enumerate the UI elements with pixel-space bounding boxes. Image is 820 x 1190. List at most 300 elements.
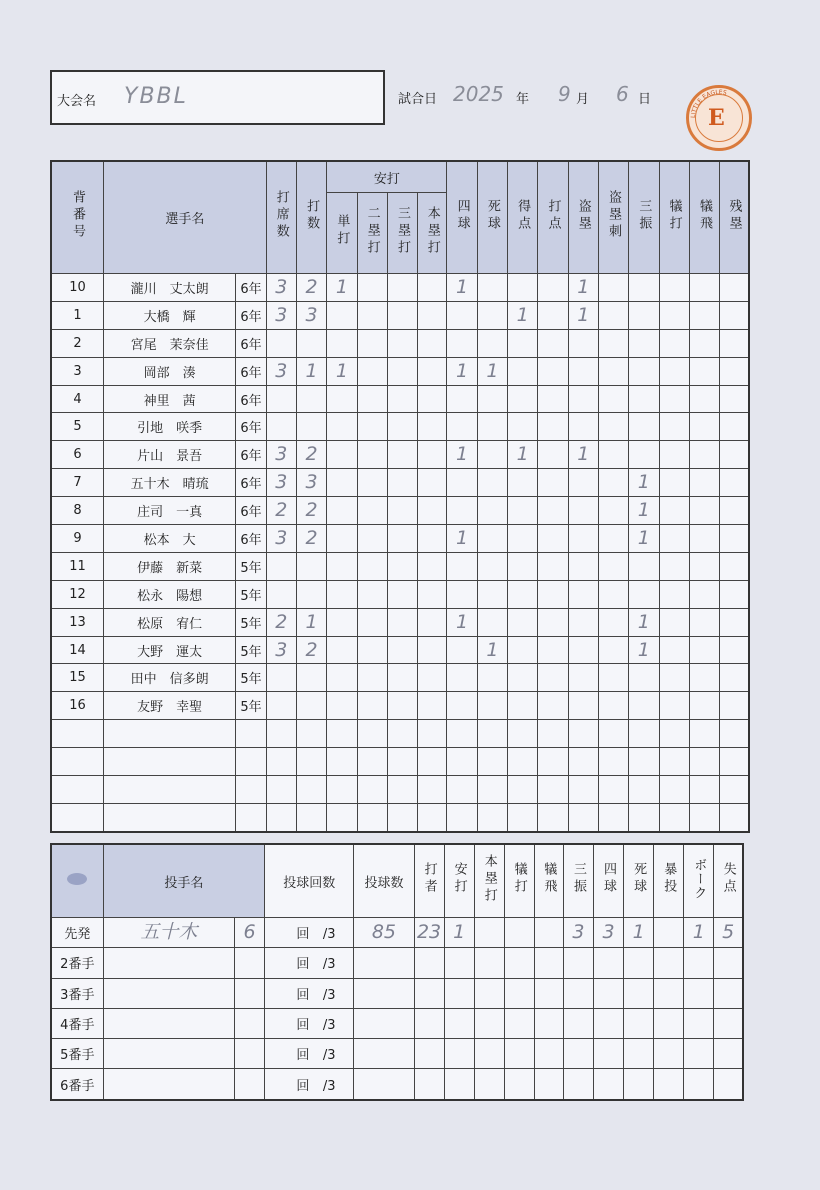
pstat-sf — [534, 978, 563, 1008]
table-row — [51, 274, 749, 302]
stat-hr — [418, 441, 447, 469]
table-row — [51, 948, 743, 978]
player-number: 15 — [51, 664, 104, 692]
pitch-col-innings: 投球回数 — [265, 844, 354, 918]
pstat-balk — [684, 978, 714, 1008]
stat-walk — [447, 692, 477, 720]
stat-double — [357, 720, 387, 748]
stat-ab — [296, 776, 326, 804]
stat-hbp — [477, 441, 507, 469]
stat-cs — [598, 580, 628, 608]
pitcher-role: 2番手 — [51, 948, 103, 978]
stat-walk: 1 — [447, 441, 477, 469]
stat-pa — [266, 692, 296, 720]
pstat-hr — [474, 918, 504, 948]
pstat-runs: 5 — [714, 918, 743, 948]
stat-lob — [720, 497, 749, 525]
stat-sb — [568, 329, 598, 357]
pitch-col-hr: 本塁打 — [474, 844, 504, 918]
col-number: 背番号 — [51, 161, 104, 274]
pitcher-role: 6番手 — [51, 1069, 103, 1100]
stat-pa: 3 — [266, 301, 296, 329]
pstat-bf — [414, 1069, 444, 1100]
stat-walk — [447, 469, 477, 497]
pstat-sf — [534, 1008, 563, 1038]
stat-lob — [720, 748, 749, 776]
stat-triple — [387, 357, 417, 385]
col-triple: 三塁打 — [387, 193, 417, 274]
pitch-col-icon — [51, 844, 103, 918]
pstat-runs — [714, 948, 743, 978]
stat-triple — [387, 776, 417, 804]
stat-sac — [659, 525, 689, 553]
stat-triple — [387, 274, 417, 302]
stat-sac — [659, 552, 689, 580]
stat-rbi — [538, 776, 568, 804]
pstat-bf: 23 — [414, 918, 444, 948]
stat-hbp — [477, 803, 507, 831]
pitch-col-balk: ボーク — [684, 844, 714, 918]
pitch-col-hbp: 死球 — [624, 844, 654, 918]
stat-ab — [296, 580, 326, 608]
table-row — [51, 776, 749, 804]
stat-cs — [598, 525, 628, 553]
stat-runs — [508, 329, 538, 357]
stat-runs — [508, 413, 538, 441]
stat-cs — [598, 776, 628, 804]
pstat-so — [563, 1069, 593, 1100]
stat-single — [327, 636, 357, 664]
stat-single — [327, 803, 357, 831]
stat-rbi — [538, 413, 568, 441]
stat-cs — [598, 357, 628, 385]
stat-double — [357, 692, 387, 720]
ball-icon — [66, 872, 88, 886]
stat-lob — [720, 329, 749, 357]
stat-ab: 2 — [296, 636, 326, 664]
stat-hbp — [477, 776, 507, 804]
stat-hbp — [477, 748, 507, 776]
stat-runs — [508, 803, 538, 831]
stat-sb: 1 — [568, 301, 598, 329]
stat-sf — [689, 803, 719, 831]
table-row — [51, 664, 749, 692]
stat-runs — [508, 608, 538, 636]
stat-triple — [387, 692, 417, 720]
stat-triple — [387, 301, 417, 329]
pstat-hr — [474, 978, 504, 1008]
player-name: 五十木 晴琉 — [104, 469, 236, 497]
stat-single — [327, 301, 357, 329]
pstat-hits: 1 — [444, 918, 474, 948]
pstat-hbp — [624, 948, 654, 978]
pstat-runs — [714, 1008, 743, 1038]
stat-double — [357, 525, 387, 553]
stat-triple — [387, 385, 417, 413]
stat-walk — [447, 413, 477, 441]
batting-table — [50, 160, 750, 833]
stat-single: 1 — [327, 357, 357, 385]
logo-top-text: LITTLE EAGLES — [689, 88, 728, 119]
stat-cs — [598, 441, 628, 469]
pstat-hr — [474, 1069, 504, 1100]
player-name: 岡部 湊 — [104, 357, 236, 385]
pitcher-number: 6 — [235, 918, 265, 948]
stat-double — [357, 357, 387, 385]
pstat-sac — [504, 1008, 534, 1038]
pstat-wp — [654, 1008, 684, 1038]
col-cs: 盗塁刺 — [598, 161, 628, 274]
stat-double — [357, 580, 387, 608]
stat-runs: 1 — [508, 301, 538, 329]
stat-hbp: 1 — [477, 636, 507, 664]
stat-runs — [508, 385, 538, 413]
stat-lob — [720, 274, 749, 302]
inning-unit: 回 — [296, 1078, 310, 1094]
pitch-count — [354, 948, 414, 978]
pstat-wp — [654, 1069, 684, 1100]
day-unit: 日 — [638, 92, 652, 107]
table-row — [51, 1069, 743, 1100]
innings-cell — [265, 1039, 354, 1069]
player-number: 10 — [51, 274, 104, 302]
stat-runs — [508, 776, 538, 804]
stat-walk: 1 — [447, 525, 477, 553]
col-ab: 打数 — [296, 161, 326, 274]
pitch-col-so: 三振 — [563, 844, 593, 918]
stat-sb — [568, 413, 598, 441]
stat-ab — [296, 803, 326, 831]
pstat-hr — [474, 1039, 504, 1069]
player-grade: 6年 — [236, 274, 266, 302]
stat-walk — [447, 803, 477, 831]
stat-sb — [568, 664, 598, 692]
stat-hbp — [477, 552, 507, 580]
stat-hbp — [477, 525, 507, 553]
inning-fraction: /3 — [322, 957, 336, 973]
innings-cell — [265, 1008, 354, 1038]
stat-hr — [418, 636, 447, 664]
player-grade — [236, 776, 266, 804]
stat-runs — [508, 636, 538, 664]
player-grade — [236, 748, 266, 776]
player-number — [51, 776, 104, 804]
stat-pa: 3 — [266, 441, 296, 469]
tournament-label: 大会名 — [57, 94, 97, 109]
table-row — [51, 720, 749, 748]
date-month: 9 — [558, 82, 571, 106]
stat-cs — [598, 720, 628, 748]
stat-lob — [720, 441, 749, 469]
stat-double — [357, 608, 387, 636]
stat-single — [327, 776, 357, 804]
stat-so: 1 — [629, 636, 659, 664]
player-grade: 6年 — [236, 413, 266, 441]
stat-cs — [598, 748, 628, 776]
player-grade: 6年 — [236, 441, 266, 469]
stat-sac — [659, 776, 689, 804]
pstat-bf — [414, 1008, 444, 1038]
stat-so — [629, 720, 659, 748]
player-name: 宮尾 茉奈佳 — [104, 329, 236, 357]
stat-sac — [659, 469, 689, 497]
table-row — [51, 692, 749, 720]
stat-pa — [266, 720, 296, 748]
table-row — [51, 329, 749, 357]
stat-triple — [387, 552, 417, 580]
player-name: 松原 宥仁 — [104, 608, 236, 636]
stat-triple — [387, 441, 417, 469]
stat-rbi — [538, 525, 568, 553]
pitch-col-sac: 犠打 — [504, 844, 534, 918]
stat-sac — [659, 301, 689, 329]
stat-sac — [659, 748, 689, 776]
stat-runs — [508, 469, 538, 497]
stat-walk — [447, 720, 477, 748]
stat-sf — [689, 301, 719, 329]
stat-rbi — [538, 274, 568, 302]
pstat-so — [563, 978, 593, 1008]
stat-lob — [720, 720, 749, 748]
stat-so — [629, 441, 659, 469]
stat-hbp — [477, 720, 507, 748]
tournament-value: YBBL — [124, 84, 188, 109]
stat-sb: 1 — [568, 441, 598, 469]
stat-walk: 1 — [447, 608, 477, 636]
col-so: 三振 — [629, 161, 659, 274]
pstat-wp — [654, 948, 684, 978]
stat-sb — [568, 385, 598, 413]
stat-single — [327, 720, 357, 748]
stat-single — [327, 664, 357, 692]
pstat-sac — [504, 918, 534, 948]
stat-hr — [418, 748, 447, 776]
stat-sf — [689, 274, 719, 302]
date-year: 2025 — [453, 82, 504, 106]
stat-so — [629, 803, 659, 831]
pstat-bf — [414, 1039, 444, 1069]
stat-cs — [598, 664, 628, 692]
stat-lob — [720, 608, 749, 636]
stat-single: 1 — [327, 274, 357, 302]
player-name: 松本 大 — [104, 525, 236, 553]
player-name: 庄司 一真 — [104, 497, 236, 525]
stat-hbp — [477, 664, 507, 692]
stat-cs — [598, 413, 628, 441]
stat-sb: 1 — [568, 274, 598, 302]
pstat-hits — [444, 1008, 474, 1038]
player-number: 13 — [51, 608, 104, 636]
inning-unit: 回 — [296, 987, 310, 1003]
stat-cs — [598, 608, 628, 636]
stat-lob — [720, 636, 749, 664]
inning-fraction: /3 — [322, 1078, 336, 1094]
stat-so — [629, 580, 659, 608]
pstat-hr — [474, 1008, 504, 1038]
stat-single — [327, 497, 357, 525]
pstat-walk — [594, 948, 624, 978]
stat-single — [327, 441, 357, 469]
stat-hr — [418, 803, 447, 831]
table-row — [51, 525, 749, 553]
stat-sb — [568, 608, 598, 636]
stat-hr — [418, 720, 447, 748]
stat-single — [327, 525, 357, 553]
stat-hr — [418, 357, 447, 385]
pitcher-number — [235, 1069, 265, 1100]
stat-sac — [659, 580, 689, 608]
table-row — [51, 469, 749, 497]
stat-double — [357, 329, 387, 357]
stat-cs — [598, 692, 628, 720]
stat-lob — [720, 580, 749, 608]
table-row — [51, 497, 749, 525]
player-grade: 6年 — [236, 301, 266, 329]
table-row — [51, 1039, 743, 1069]
player-grade: 6年 — [236, 329, 266, 357]
stat-walk — [447, 748, 477, 776]
stat-pa: 3 — [266, 357, 296, 385]
player-number: 11 — [51, 552, 104, 580]
pitch-col-walk: 四球 — [594, 844, 624, 918]
player-number: 14 — [51, 636, 104, 664]
stat-sb — [568, 357, 598, 385]
innings-cell — [265, 1069, 354, 1100]
pitch-col-wp: 暴投 — [654, 844, 684, 918]
stat-rbi — [538, 441, 568, 469]
player-name — [104, 803, 236, 831]
stat-pa — [266, 664, 296, 692]
pstat-wp — [654, 1039, 684, 1069]
pitch-col-name: 投手名 — [103, 844, 264, 918]
stat-hbp — [477, 580, 507, 608]
month-unit: 月 — [576, 92, 590, 107]
stat-rbi — [538, 497, 568, 525]
stat-sac — [659, 497, 689, 525]
inning-unit: 回 — [296, 927, 310, 943]
pitch-count — [354, 1008, 414, 1038]
stat-sf — [689, 776, 719, 804]
pitcher-number — [235, 1008, 265, 1038]
stat-rbi — [538, 329, 568, 357]
stat-pa — [266, 748, 296, 776]
table-row — [51, 580, 749, 608]
player-grade: 5年 — [236, 636, 266, 664]
player-name: 大橋 輝 — [104, 301, 236, 329]
stat-cs — [598, 497, 628, 525]
pitcher-name: 五十木 — [103, 918, 234, 948]
pstat-bf — [414, 948, 444, 978]
stat-triple — [387, 580, 417, 608]
col-hbp: 死球 — [477, 161, 507, 274]
pstat-hits — [444, 1069, 474, 1100]
stat-single — [327, 692, 357, 720]
stat-sf — [689, 664, 719, 692]
stat-triple — [387, 748, 417, 776]
player-name: 伊藤 新菜 — [104, 552, 236, 580]
stat-ab: 1 — [296, 357, 326, 385]
stat-so — [629, 413, 659, 441]
stat-ab — [296, 692, 326, 720]
stat-triple — [387, 664, 417, 692]
stat-double — [357, 274, 387, 302]
stat-sac — [659, 803, 689, 831]
pitcher-role: 5番手 — [51, 1039, 103, 1069]
stat-so — [629, 301, 659, 329]
table-row — [51, 1008, 743, 1038]
pstat-hits — [444, 978, 474, 1008]
stat-sf — [689, 441, 719, 469]
player-number: 9 — [51, 525, 104, 553]
pitcher-name — [103, 978, 234, 1008]
pitcher-number — [235, 978, 265, 1008]
stat-so — [629, 329, 659, 357]
stat-hbp — [477, 329, 507, 357]
stat-rbi — [538, 580, 568, 608]
player-number: 6 — [51, 441, 104, 469]
pstat-balk — [684, 948, 714, 978]
inning-unit: 回 — [296, 1048, 310, 1064]
stat-double — [357, 636, 387, 664]
player-grade: 5年 — [236, 552, 266, 580]
stat-runs — [508, 497, 538, 525]
stat-rbi — [538, 692, 568, 720]
stat-sf — [689, 357, 719, 385]
stat-walk — [447, 301, 477, 329]
innings-cell — [265, 918, 354, 948]
stat-sb — [568, 748, 598, 776]
col-runs: 得点 — [508, 161, 538, 274]
stat-triple — [387, 803, 417, 831]
pstat-hr — [474, 948, 504, 978]
player-number — [51, 720, 104, 748]
player-grade: 5年 — [236, 692, 266, 720]
stat-walk — [447, 385, 477, 413]
pstat-wp — [654, 978, 684, 1008]
innings-cell — [265, 948, 354, 978]
stat-single — [327, 552, 357, 580]
player-name: 松永 陽想 — [104, 580, 236, 608]
pstat-balk — [684, 1069, 714, 1100]
stat-lob — [720, 525, 749, 553]
stat-so — [629, 357, 659, 385]
stat-hr — [418, 497, 447, 525]
pstat-hbp: 1 — [624, 918, 654, 948]
stat-hr — [418, 580, 447, 608]
stat-hbp — [477, 274, 507, 302]
logo-mark: E — [708, 105, 725, 131]
stat-walk — [447, 497, 477, 525]
stat-hbp — [477, 608, 507, 636]
stat-lob — [720, 413, 749, 441]
stat-lob — [720, 469, 749, 497]
pstat-walk: 3 — [594, 918, 624, 948]
stat-ab — [296, 413, 326, 441]
player-name: 片山 景吾 — [104, 441, 236, 469]
stat-so — [629, 748, 659, 776]
stat-sf — [689, 329, 719, 357]
stat-single — [327, 748, 357, 776]
stat-sf — [689, 413, 719, 441]
stat-ab: 2 — [296, 274, 326, 302]
player-grade: 6年 — [236, 525, 266, 553]
col-pa: 打席数 — [266, 161, 296, 274]
stat-double — [357, 301, 387, 329]
pitch-count — [354, 978, 414, 1008]
pitcher-number — [235, 948, 265, 978]
stat-lob — [720, 692, 749, 720]
stat-sac — [659, 413, 689, 441]
